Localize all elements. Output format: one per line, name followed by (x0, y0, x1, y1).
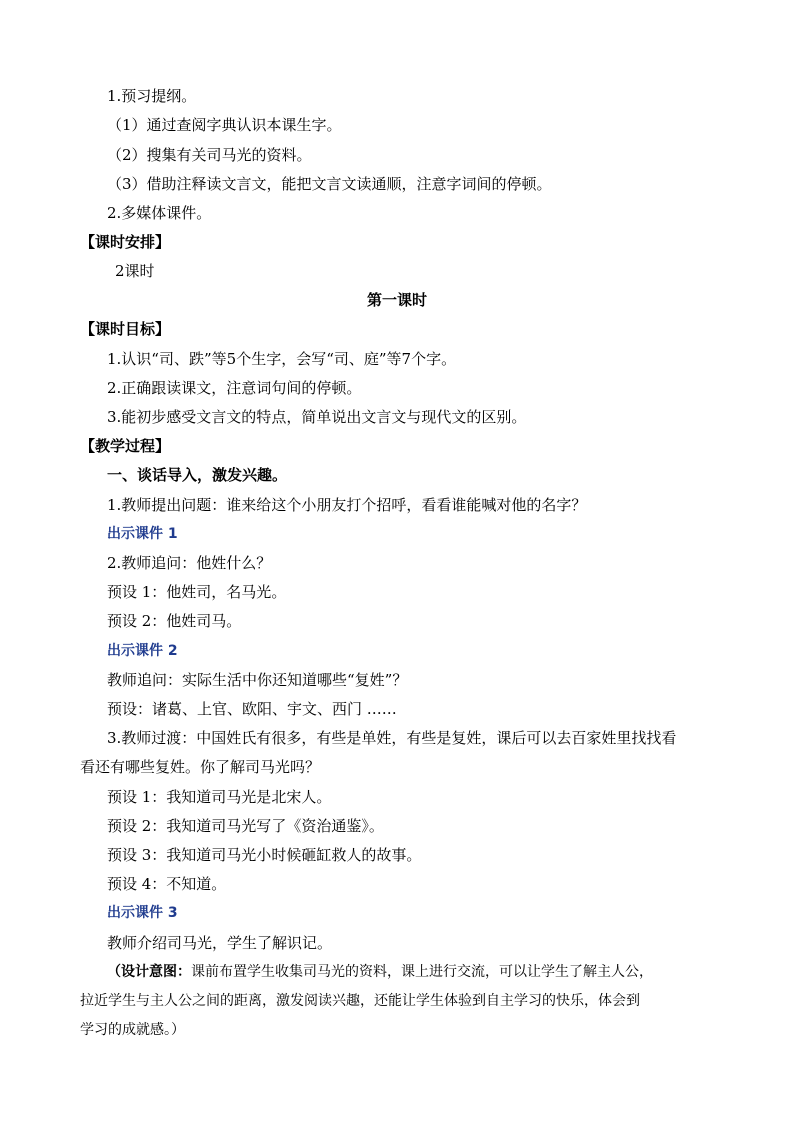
prep-sub-1: （1）通过查阅字典认识本课生字。 (107, 116, 342, 134)
question-1: 1.教师提出问题：谁来给这个小朋友打个招呼，看看谁能喊对他的名字？ (107, 496, 587, 514)
prep-sub-3: （3）借助注释读文言文，能把文言文读通顺，注意字词间的停顿。 (107, 175, 552, 193)
design-intent-line-3: 学习的成就感。） (80, 1022, 185, 1038)
objectives-heading: 【课时目标】 (80, 320, 171, 338)
section-1-title: 一、谈话导入，激发兴趣。 (107, 466, 288, 484)
response-4: 预设 4：不知道。 (107, 875, 227, 893)
schedule-heading: 【课时安排】 (80, 233, 171, 251)
question-2: 2.教师追问：他姓什么？ (107, 554, 272, 572)
transition-line-2: 看还有哪些复姓。你了解司马光吗？ (80, 758, 321, 776)
design-intent-line-1 (107, 962, 653, 982)
design-intent-label: （设计意图： (107, 964, 191, 980)
show-slide-2: 出示课件 2 (107, 643, 178, 659)
prep-sub-2: （2）搜集有关司马光的资料。 (107, 146, 312, 164)
response-2: 预设 2：我知道司马光写了《资治通鉴》。 (107, 817, 384, 835)
response-1: 预设 1：我知道司马光是北宋人。 (107, 788, 332, 806)
objective-item-2: 2.正确跟读课文，注意词句间的停顿。 (107, 379, 362, 397)
teacher-intro: 教师介绍司马光，学生了解识记。 (107, 934, 333, 952)
lesson-title: 第一课时 (366, 291, 427, 309)
question-3: 教师追问：实际生活中你还知道哪些“复姓”？ (107, 671, 408, 689)
preset-1: 预设 1：他姓司，名马光。 (107, 583, 287, 601)
design-intent-text-1: 课前布置学生收集司马光的资料，课上进行交流，可以让学生了解主人公， (191, 964, 653, 980)
objective-item-1: 1.认识“司、跌”等5个生字，会写“司、庭”等7个字。 (107, 350, 457, 368)
process-heading: 【教学过程】 (80, 437, 171, 455)
show-slide-1: 出示课件 1 (107, 526, 178, 542)
preset-2: 预设 2：他姓司马。 (107, 612, 242, 630)
response-3: 预设 3：我知道司马光小时候砸缸救人的故事。 (107, 846, 422, 864)
objective-item-3: 3.能初步感受文言文的特点，简单说出文言文与现代文的区别。 (107, 408, 527, 426)
prep-item-2: 2.多媒体课件。 (107, 204, 212, 222)
preset-3: 预设：诸葛、上官、欧阳、宇文、西门 …… (107, 700, 397, 718)
transition-line-1: 3.教师过渡：中国姓氏有很多，有些是单姓，有些是复姓，课后可以去百家姓里找找看 (107, 729, 677, 747)
schedule-value: 2课时 (115, 262, 155, 280)
design-intent-line-2: 拉近学生与主人公之间的距离，激发阅读兴趣，还能让学生体验到自主学习的快乐，体会到 (80, 993, 640, 1009)
show-slide-3: 出示课件 3 (107, 905, 178, 921)
prep-item-1: 1.预习提纲。 (107, 87, 197, 105)
